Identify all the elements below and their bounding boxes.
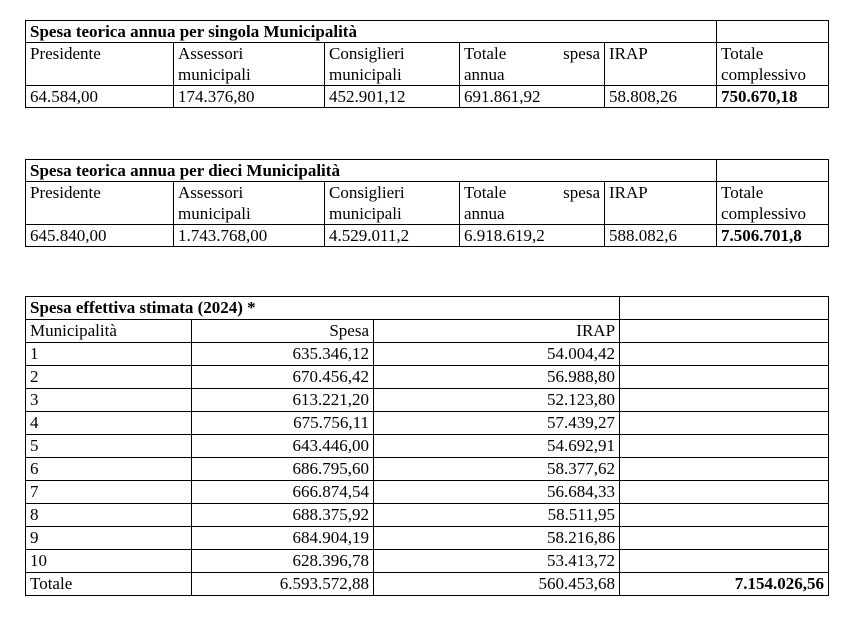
table-row xyxy=(26,550,829,573)
total-label: Totale xyxy=(26,573,192,596)
row-municipalita: 9 xyxy=(26,527,192,550)
header-consiglieri: Consiglieri municipali xyxy=(325,182,460,225)
row-spesa: 684.904,19 xyxy=(192,527,374,550)
table-title: Spesa effettiva stimata (2024) * xyxy=(26,297,620,320)
header-assessori: Assessori municipali xyxy=(174,182,325,225)
table-row xyxy=(26,481,829,504)
empty-cell xyxy=(620,550,829,573)
table-row xyxy=(26,504,829,527)
empty-cell xyxy=(620,458,829,481)
header-row xyxy=(26,320,829,343)
header-totale-complessivo: Totale complessivo xyxy=(717,182,829,225)
header-totale-complessivo: Totale complessivo xyxy=(717,43,829,86)
table-spesa-effettiva xyxy=(25,296,829,596)
table-row xyxy=(26,412,829,435)
table-row xyxy=(26,343,829,366)
row-municipalita: 1 xyxy=(26,343,192,366)
table-row xyxy=(26,435,829,458)
row-irap: 58.511,95 xyxy=(374,504,620,527)
header-spesa: Spesa xyxy=(192,320,374,343)
row-spesa: 628.396,78 xyxy=(192,550,374,573)
table-row xyxy=(26,527,829,550)
row-irap: 58.377,62 xyxy=(374,458,620,481)
row-spesa: 666.874,54 xyxy=(192,481,374,504)
value-totale-spesa: 6.918.619,2 xyxy=(460,225,605,247)
table-title: Spesa teorica annua per dieci Municipalità xyxy=(26,160,717,182)
empty-cell xyxy=(620,297,829,320)
header-assessori: Assessori municipali xyxy=(174,43,325,86)
row-irap: 54.692,91 xyxy=(374,435,620,458)
total-spesa: 6.593.572,88 xyxy=(192,573,374,596)
row-municipalita: 6 xyxy=(26,458,192,481)
row-irap: 53.413,72 xyxy=(374,550,620,573)
table-singola-municipalita xyxy=(25,20,829,108)
value-assessori: 1.743.768,00 xyxy=(174,225,325,247)
total-irap: 560.453,68 xyxy=(374,573,620,596)
empty-cell xyxy=(620,527,829,550)
table-row xyxy=(26,389,829,412)
table-title: Spesa teorica annua per singola Municipalità xyxy=(26,21,717,43)
header-presidente: Presidente xyxy=(26,182,174,225)
table-dieci-municipalita xyxy=(25,159,829,247)
row-irap: 57.439,27 xyxy=(374,412,620,435)
header-irap: IRAP xyxy=(605,43,717,86)
row-municipalita: 2 xyxy=(26,366,192,389)
value-consiglieri: 452.901,12 xyxy=(325,86,460,108)
row-spesa: 686.795,60 xyxy=(192,458,374,481)
value-totale-spesa: 691.861,92 xyxy=(460,86,605,108)
empty-cell xyxy=(620,366,829,389)
empty-cell xyxy=(620,504,829,527)
empty-cell xyxy=(620,435,829,458)
row-irap: 54.004,42 xyxy=(374,343,620,366)
row-spesa: 670.456,42 xyxy=(192,366,374,389)
row-spesa: 643.446,00 xyxy=(192,435,374,458)
total-row xyxy=(26,573,829,596)
row-municipalita: 4 xyxy=(26,412,192,435)
header-irap: IRAP xyxy=(374,320,620,343)
value-presidente: 64.584,00 xyxy=(26,86,174,108)
header-totale-spesa: Totale spesa annua xyxy=(460,43,605,86)
row-spesa: 688.375,92 xyxy=(192,504,374,527)
header-municipalita: Municipalità xyxy=(26,320,192,343)
value-totale-complessivo: 7.506.701,8 xyxy=(717,225,829,247)
header-presidente: Presidente xyxy=(26,43,174,86)
value-consiglieri: 4.529.011,2 xyxy=(325,225,460,247)
row-irap: 58.216,86 xyxy=(374,527,620,550)
empty-cell xyxy=(620,343,829,366)
header-consiglieri: Consiglieri municipali xyxy=(325,43,460,86)
table-row xyxy=(26,458,829,481)
row-municipalita: 3 xyxy=(26,389,192,412)
empty-cell xyxy=(717,160,829,182)
row-municipalita: 7 xyxy=(26,481,192,504)
value-row xyxy=(26,225,829,247)
row-municipalita: 8 xyxy=(26,504,192,527)
row-spesa: 635.346,12 xyxy=(192,343,374,366)
header-irap: IRAP xyxy=(605,182,717,225)
total-complessivo: 7.154.026,56 xyxy=(620,573,829,596)
empty-cell xyxy=(620,320,829,343)
row-irap: 56.988,80 xyxy=(374,366,620,389)
empty-cell xyxy=(620,412,829,435)
row-spesa: 675.756,11 xyxy=(192,412,374,435)
row-irap: 56.684,33 xyxy=(374,481,620,504)
row-municipalita: 5 xyxy=(26,435,192,458)
value-totale-complessivo: 750.670,18 xyxy=(717,86,829,108)
empty-cell xyxy=(717,21,829,43)
header-totale-spesa: Totale spesa annua xyxy=(460,182,605,225)
empty-cell xyxy=(620,481,829,504)
row-municipalita: 10 xyxy=(26,550,192,573)
table-row xyxy=(26,366,829,389)
row-spesa: 613.221,20 xyxy=(192,389,374,412)
row-irap: 52.123,80 xyxy=(374,389,620,412)
empty-cell xyxy=(620,389,829,412)
value-irap: 58.808,26 xyxy=(605,86,717,108)
value-assessori: 174.376,80 xyxy=(174,86,325,108)
value-row xyxy=(26,86,829,108)
header-row xyxy=(26,182,829,225)
value-presidente: 645.840,00 xyxy=(26,225,174,247)
value-irap: 588.082,6 xyxy=(605,225,717,247)
header-row xyxy=(26,43,829,86)
